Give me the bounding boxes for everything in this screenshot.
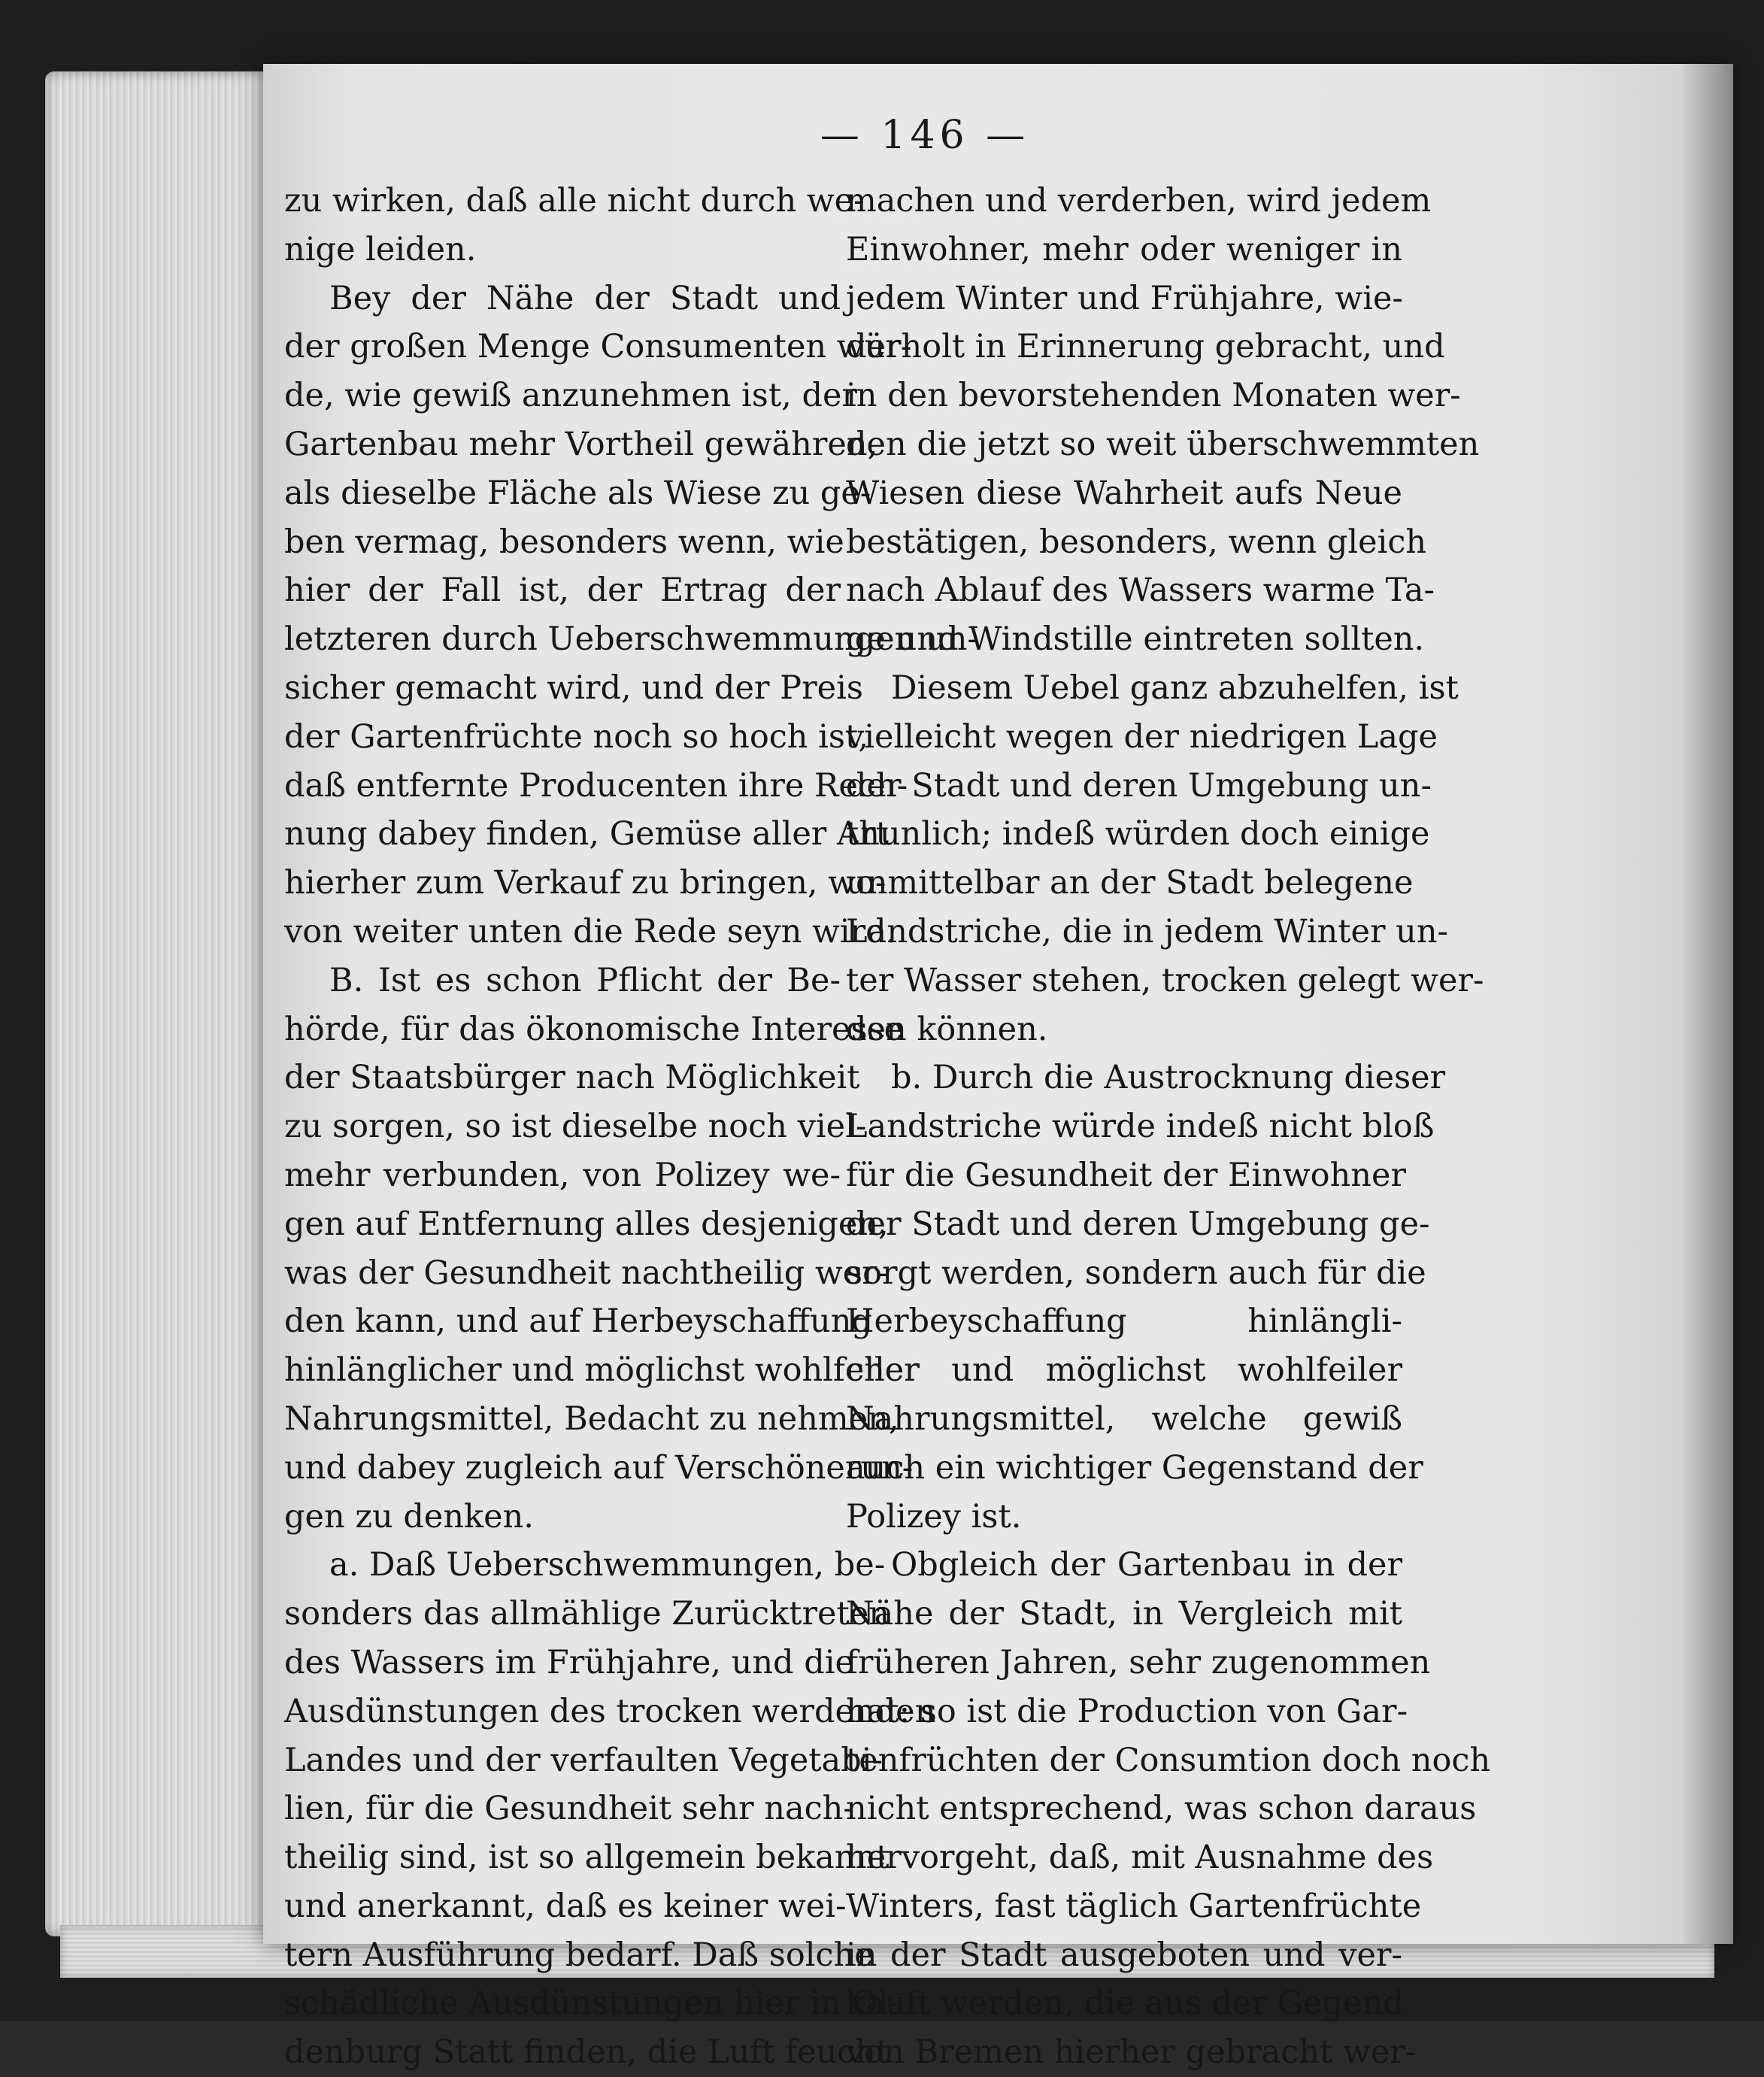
text-line: des Wassers im Frühjahre, und die — [284, 1643, 854, 1681]
text-line: denburg Statt finden, die Luft feucht — [284, 2033, 890, 2072]
text-line: Herbeyschaffung hinlängli- — [846, 1302, 1402, 1341]
book-gutter-shadow — [1681, 64, 1733, 1944]
text-line: jedem Winter und Frühjahre, wie- — [846, 279, 1403, 317]
text-line: Einwohner, mehr oder weniger in — [846, 230, 1402, 268]
text-line: hat: so ist die Production von Gar- — [846, 1692, 1408, 1730]
text-line: lien, für die Gesundheit sehr nach- — [284, 1790, 854, 1828]
text-line: in den bevorstehenden Monaten wer- — [846, 377, 1461, 415]
text-line: der Gartenfrüchte noch so hoch ist, — [284, 717, 868, 756]
text-line: kauft werden, die aus der Gegend — [846, 1985, 1404, 2023]
text-line: schädliche Ausdünstungen hier in Ol- — [284, 1985, 899, 2023]
text-line: sonders das allmählige Zurücktreten — [284, 1595, 890, 1633]
text-line: von weiter unten die Rede seyn wird. — [284, 912, 897, 951]
text-line: Wiesen diese Wahrheit aufs Neue — [846, 474, 1402, 512]
text-line: Landstriche würde indeß nicht bloß — [846, 1108, 1435, 1146]
page-edges — [45, 71, 286, 1936]
text-line: daß entfernte Producenten ihre Rech- — [284, 766, 908, 805]
text-line: ben vermag, besonders wenn, wie — [284, 523, 844, 561]
text-line: früheren Jahren, sehr zugenommen — [846, 1643, 1431, 1681]
text-line: cher und möglichst wohlfeiler — [846, 1351, 1402, 1390]
text-line: tern Ausführung bedarf. Daß solche — [284, 1936, 874, 1974]
text-line: in der Stadt ausgeboten und ver- — [846, 1936, 1402, 1974]
text-line: Landstriche, die in jedem Winter un- — [846, 912, 1449, 951]
text-line: letzteren durch Ueberschwemmungen un- — [284, 620, 978, 659]
text-line: Gartenbau mehr Vortheil gewähren, — [284, 425, 878, 463]
text-line: gen zu denken. — [284, 1497, 534, 1536]
text-line: theilig sind, ist so allgemein bekannt — [284, 1839, 890, 1877]
text-line: der Staatsbürger nach Möglichkeit — [284, 1059, 860, 1097]
text-line: von Bremen hierher gebracht wer- — [846, 2033, 1417, 2072]
text-line: a. Daß Ueberschwemmungen, be- — [329, 1546, 886, 1584]
text-line: bestätigen, besonders, wenn gleich — [846, 523, 1427, 561]
text-line: vielleicht wegen der niedrigen Lage — [846, 717, 1438, 756]
text-line: nige leiden. — [284, 230, 477, 268]
text-line: Diesem Uebel ganz abzuhelfen, ist — [891, 669, 1459, 707]
text-line: für die Gesundheit der Einwohner — [846, 1156, 1406, 1194]
text-line: nung dabey finden, Gemüse aller Art — [284, 815, 889, 854]
text-line: Nahrungsmittel, welche gewiß — [846, 1399, 1402, 1438]
text-line: der Stadt und deren Umgebung un- — [846, 766, 1432, 805]
text-line: Ausdünstungen des trocken werdenden — [284, 1692, 936, 1730]
text-line: hierher zum Verkauf zu bringen, wo- — [284, 864, 887, 902]
text-line: hinlänglicher und möglichst wohlfeiler — [284, 1351, 920, 1390]
text-line: sicher gemacht wird, und der Preis — [284, 669, 863, 707]
text-line: ter Wasser stehen, trocken gelegt wer- — [846, 961, 1484, 999]
text-line: Obgleich der Gartenbau in der — [891, 1546, 1402, 1584]
text-line: sorgt werden, sondern auch für die — [846, 1254, 1426, 1292]
text-line: gen auf Entfernung alles desjenigen, — [284, 1205, 889, 1243]
text-line: was der Gesundheit nachtheilig wer- — [284, 1254, 889, 1292]
right-text-column — [846, 177, 1491, 2077]
text-line: derholt in Erinnerung gebracht, und — [846, 328, 1445, 366]
text-line: thunlich; indeß würden doch einige — [846, 815, 1430, 854]
text-line: der Stadt und deren Umgebung ge- — [846, 1205, 1430, 1243]
text-line: machen und verderben, wird jedem — [846, 182, 1432, 220]
text-line: hervorgeht, daß, mit Ausnahme des — [846, 1839, 1434, 1877]
text-line: Polizey ist. — [846, 1497, 1022, 1536]
text-line: ge und Windstille eintreten sollten. — [846, 620, 1425, 659]
text-line: nicht entsprechend, was schon daraus — [846, 1790, 1477, 1828]
text-line: unmittelbar an der Stadt belegene — [846, 864, 1414, 902]
text-line: B. Ist es schon Pflicht der Be- — [329, 961, 841, 999]
text-line: und dabey zugleich auf Verschönerun- — [284, 1448, 914, 1487]
text-line: den kann, und auf Herbeyschaffung — [284, 1302, 872, 1341]
text-line: tenfrüchten der Consumtion doch noch — [846, 1741, 1491, 1779]
text-line: den können. — [846, 1010, 1048, 1048]
text-line: Bey der Nähe der Stadt und — [329, 279, 841, 317]
text-line: zu sorgen, so ist dieselbe noch viel- — [284, 1108, 867, 1146]
text-line: als dieselbe Fläche als Wiese zu ge- — [284, 474, 871, 512]
text-line: de, wie gewiß anzunehmen ist, der — [284, 377, 857, 415]
text-line: zu wirken, daß alle nicht durch we- — [284, 182, 865, 220]
text-line: den die jetzt so weit überschwemmten — [846, 425, 1480, 463]
text-line: b. Durch die Austrocknung dieser — [891, 1059, 1446, 1097]
text-line: Winters, fast täglich Gartenfrüchte — [846, 1887, 1422, 1925]
text-line: hörde, für das ökonomische Interesse — [284, 1010, 904, 1048]
text-line: der großen Menge Consumenten wür- — [284, 328, 912, 366]
text-line: und anerkannt, daß es keiner wei- — [284, 1887, 847, 1925]
text-line: Nahrungsmittel, Bedacht zu nehmen, — [284, 1399, 899, 1438]
text-line: auch ein wichtiger Gegenstand der — [846, 1448, 1423, 1487]
text-line: Landes und der verfaulten Vegetabi- — [284, 1741, 884, 1779]
text-line: hier der Fall ist, der Ertrag der — [284, 572, 841, 610]
page-number: — 146 — — [820, 113, 1030, 158]
text-line: mehr verbunden, von Polizey we- — [284, 1156, 841, 1194]
text-line: nach Ablauf des Wassers warme Ta- — [846, 572, 1435, 610]
text-line: Nähe der Stadt, in Vergleich mit — [846, 1595, 1402, 1633]
